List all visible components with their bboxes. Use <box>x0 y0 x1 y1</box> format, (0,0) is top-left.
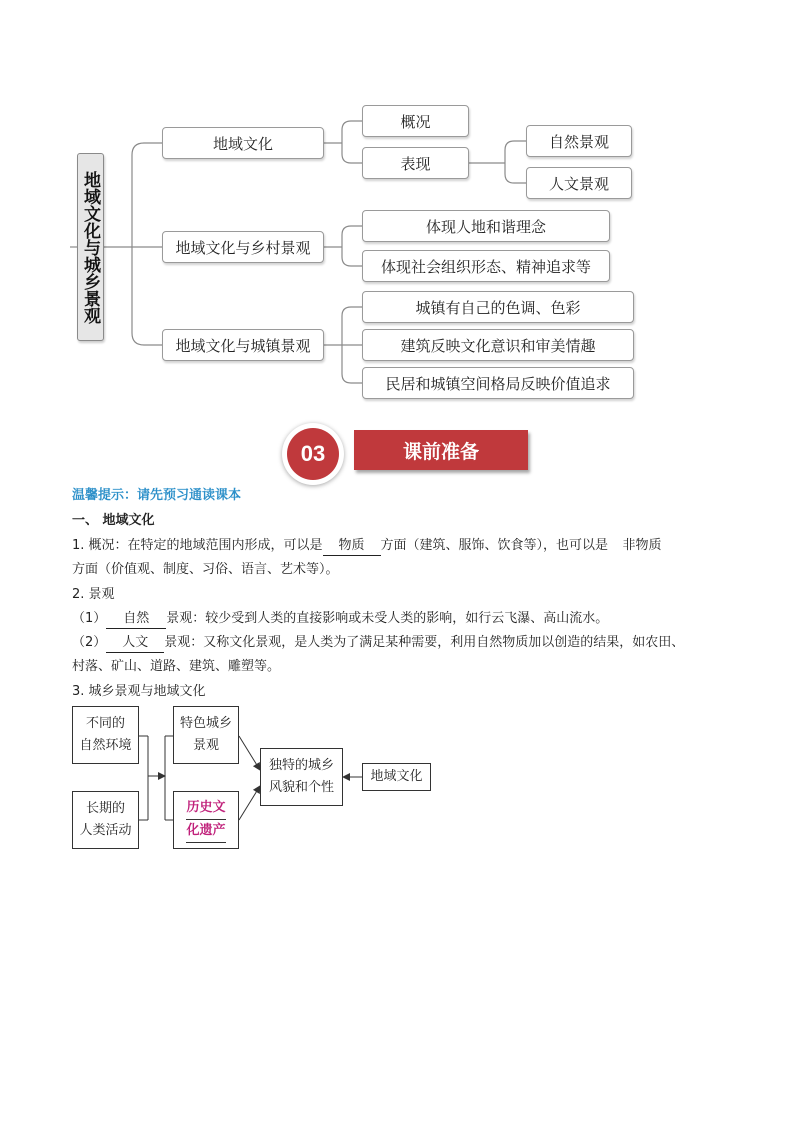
blank-natural: 自然 <box>106 610 166 629</box>
mindmap-leaf-human-landscape: 人文景观 <box>526 167 632 199</box>
flow-box-unique-style: 独特的城乡 风貌和个性 <box>260 748 343 806</box>
item2-sub1: （1） 自然 景观：较少受到人类的直接影响或未受人类的影响，如行云飞瀑、高山流水。 <box>72 610 608 629</box>
mindmap-leaf-natural-landscape: 自然景观 <box>526 125 632 157</box>
item2-heading: 2. 景观 <box>72 587 115 602</box>
item1-line1: 1. 概况：在特定的地域范围内形成，可以是 物质 方面（建筑、服饰、饮食等），也可以是 非物质 <box>72 537 676 556</box>
mindmap-node-harmony: 体现人地和谐理念 <box>362 210 610 242</box>
blank-material: 物质 <box>323 537 381 556</box>
item3-heading: 3. 城乡景观与地域文化 <box>72 684 206 699</box>
tip-text: 温馨提示：请先预习通读课本 <box>72 488 242 503</box>
flow-box-characteristic-landscape: 特色城乡 景观 <box>173 706 239 764</box>
blank-nonmaterial: 非物质 <box>622 538 662 553</box>
section-banner-title: 课前准备 <box>354 430 528 470</box>
section-number: 03 <box>287 428 339 480</box>
section-heading: 一、 地域文化 <box>72 513 155 528</box>
mindmap-branch-urban: 地域文化与城镇景观 <box>162 329 324 361</box>
mindmap-branch-rural: 地域文化与乡村景观 <box>162 231 324 263</box>
flow-box-regional-culture: 地域文化 <box>362 763 431 791</box>
mindmap-node-manifestation: 表现 <box>362 147 469 179</box>
item2-sub2: （2） 人文 景观：又称文化景观，是人类为了满足某种需要，利用自然物质加以创造的结果，如农田、 <box>72 634 684 653</box>
blank-human: 人文 <box>106 634 164 653</box>
mindmap-node-town-colors: 城镇有自己的色调、色彩 <box>362 291 634 323</box>
mindmap-branch-regional-culture: 地域文化 <box>162 127 324 159</box>
mindmap-node-architecture: 建筑反映文化意识和审美情趣 <box>362 329 634 361</box>
mindmap-node-social-organization: 体现社会组织形态、精神追求等 <box>362 250 610 282</box>
flow-box-cultural-heritage: 历史文 化遗产 <box>173 791 239 849</box>
flow-box-human-activity: 长期的 人类活动 <box>72 791 139 849</box>
mindmap-node-overview: 概况 <box>362 105 469 137</box>
flow-box-natural-environment: 不同的 自然环境 <box>72 706 139 764</box>
mindmap-node-dwellings: 民居和城镇空间格局反映价值追求 <box>362 367 634 399</box>
item1-line2: 方面（价值观、制度、习俗、语言、艺术等）。 <box>72 562 339 577</box>
item2-sub2-line2: 村落、矿山、道路、建筑、雕塑等。 <box>72 659 281 674</box>
mindmap-root: 地域文化与城乡景观 <box>77 153 104 341</box>
